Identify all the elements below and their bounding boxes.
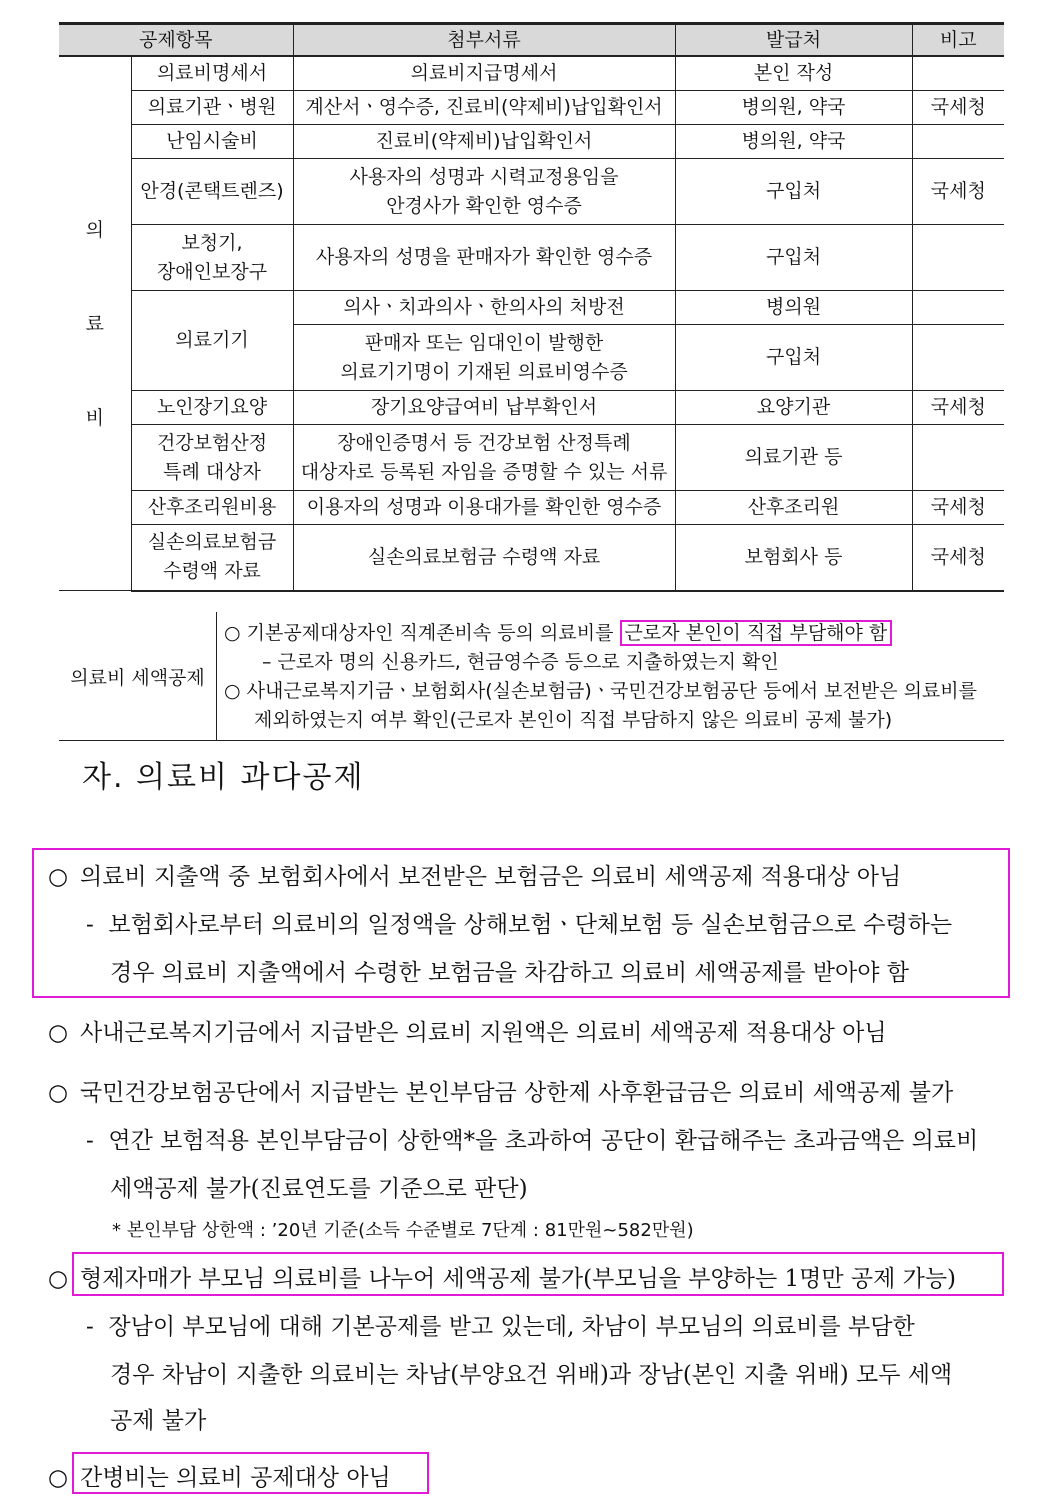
paragraph-text: 간병비는 의료비 공제대상 아님	[80, 1465, 391, 1491]
sub-item-continuation: 공제 불가	[110, 1408, 207, 1434]
paragraph-text: 의료비 지출액 중 보험회사에서 보전받은 보험금은 의료비 세액공제 적용대상 아님	[80, 864, 902, 890]
cell-item: 산후조리원비용	[131, 491, 293, 525]
sub-item	[86, 1122, 978, 1155]
dash-marker: -	[86, 912, 94, 938]
cell-doc	[293, 159, 675, 225]
deduction-documents-table	[59, 22, 1004, 592]
cell-item	[131, 525, 293, 591]
sub-item-text: 연간 보험적용 본인부담금이 상한액*을 초과하여 공단이 환급해주는 초과금액은 의료비	[108, 1128, 979, 1154]
doc-line: 판매자 또는 임대인이 발행한	[364, 331, 604, 354]
bullet-circle: ○	[48, 1266, 69, 1292]
bullet-circle: ○	[48, 1080, 69, 1106]
cell-doc: 의료비지급명세서	[293, 56, 675, 91]
bullet-paragraph	[48, 1014, 887, 1047]
doc-line: 사용자의 성명과 시력교정용임을	[349, 165, 619, 188]
item-line: 수령액 자료	[163, 560, 261, 583]
table-row	[59, 525, 1004, 591]
table-row	[59, 91, 1004, 125]
cell-note: 국세청	[912, 391, 1004, 425]
cell-issuer: 구입처	[675, 225, 912, 291]
item-line: 특례 대상자	[163, 460, 261, 483]
cell-item: 의료기관ㆍ병원	[131, 91, 293, 125]
cell-note: 국세청	[912, 159, 1004, 225]
cell-item	[131, 225, 293, 291]
sub-item-continuation: 경우 의료비 지출액에서 수령한 보험금을 차감하고 의료비 세액공제를 받아야 함	[110, 960, 909, 986]
doc-line: 대상자로 등록된 자임을 증명할 수 있는 서류	[300, 460, 668, 483]
cell-note: 국세청	[912, 525, 1004, 591]
doc-line: 의료기기명이 기재된 의료비영수증	[340, 360, 628, 383]
bullet-circle: ○	[48, 1465, 69, 1491]
cell-issuer: 요양기관	[675, 391, 912, 425]
bullet-paragraph	[48, 858, 901, 891]
item-line: 건강보험산정	[156, 431, 268, 454]
summary-line-text: ○ 기본공제대상자인 직계존비속 등의 의료비를	[224, 622, 620, 644]
paragraph-text: 형제자매가 부모님 의료비를 나누어 세액공제 불가(부모님을 부양하는 1명만 공제 가능)	[80, 1266, 957, 1292]
table-row	[59, 56, 1004, 91]
doc-line: 안경사가 확인한 영수증	[386, 194, 582, 217]
cell-note	[912, 425, 1004, 491]
cell-note: 국세청	[912, 491, 1004, 525]
col-header-note: 비고	[912, 24, 1004, 57]
group-char: 의	[85, 218, 104, 241]
table-row	[59, 391, 1004, 425]
highlight-box: 근로자 본인이 직접 부담해야 함	[620, 620, 893, 646]
dash-marker: -	[86, 1314, 94, 1340]
col-header-doc: 첨부서류	[293, 24, 675, 57]
group-char: 비	[85, 406, 104, 429]
item-line: 실손의료보험금	[147, 531, 277, 554]
medical-tax-credit-summary	[59, 612, 1004, 741]
cell-item: 의료기기	[131, 291, 293, 391]
group-label-medical	[59, 56, 131, 591]
table-row	[59, 225, 1004, 291]
paragraph-text: 국민건강보험공단에서 지급받는 본인부담금 상한제 사후환급금은 의료비 세액공제 불가	[80, 1080, 954, 1106]
cell-issuer: 본인 작성	[675, 56, 912, 91]
table-row	[59, 159, 1004, 225]
bullet-paragraph	[48, 1260, 956, 1293]
doc-line: 장애인증명서 등 건강보험 산정특례	[337, 431, 631, 454]
cell-item: 안경(콘택트렌즈)	[131, 159, 293, 225]
cell-note	[912, 291, 1004, 325]
cell-item: 노인장기요양	[131, 391, 293, 425]
sub-item-continuation: 경우 차남이 지출한 의료비는 차남(부양요건 위배)과 장남(본인 지출 위배) 모두 세액	[110, 1362, 953, 1388]
cell-issuer: 보험회사 등	[675, 525, 912, 591]
cell-doc: 이용자의 성명과 이용대가를 확인한 영수증	[293, 491, 675, 525]
cell-issuer: 병의원, 약국	[675, 125, 912, 159]
summary-line: 제외하였는지 여부 확인(근로자 본인이 직접 부담하지 않은 의료비 공제 불가)	[254, 709, 893, 731]
cell-issuer: 산후조리원	[675, 491, 912, 525]
cell-doc: 실손의료보험금 수령액 자료	[293, 525, 675, 591]
cell-item: 의료비명세서	[131, 56, 293, 91]
cell-note	[912, 125, 1004, 159]
cell-doc: 계산서ㆍ영수증, 진료비(약제비)납입확인서	[293, 91, 675, 125]
item-line: 장애인보장구	[156, 260, 268, 283]
cell-issuer: 병의원, 약국	[675, 91, 912, 125]
summary-line: – 근로자 명의 신용카드, 현금영수증 등으로 지출하였는지 확인	[262, 651, 779, 673]
summary-line: ○ 사내근로복지기금ㆍ보험회사(실손보험금)ㆍ국민건강보험공단 등에서 보전받은 의료비를	[224, 680, 978, 702]
bullet-paragraph	[48, 1459, 391, 1492]
sub-item-text: 보험회사로부터 의료비의 일정액을 상해보험ㆍ단체보험 등 실손보험금으로 수령하는	[108, 912, 953, 938]
cell-doc: 의사ㆍ치과의사ㆍ한의사의 처방전	[293, 291, 675, 325]
cell-item	[131, 425, 293, 491]
table-row	[59, 491, 1004, 525]
table-row	[59, 125, 1004, 159]
summary-label: 의료비 세액공제	[59, 612, 217, 740]
cell-note: 국세청	[912, 91, 1004, 125]
col-header-item: 공제항목	[59, 24, 293, 57]
cell-issuer: 의료기관 등	[675, 425, 912, 491]
summary-line	[224, 619, 1004, 648]
cell-note	[912, 225, 1004, 291]
cell-note	[912, 325, 1004, 391]
cell-note	[912, 56, 1004, 91]
bullet-circle: ○	[48, 1020, 69, 1046]
cell-doc: 사용자의 성명을 판매자가 확인한 영수증	[293, 225, 675, 291]
group-char: 료	[85, 312, 104, 335]
sub-item-text: 장남이 부모님에 대해 기본공제를 받고 있는데, 차남이 부모님의 의료비를 부담한	[108, 1314, 915, 1340]
cell-item: 난임시술비	[131, 125, 293, 159]
col-header-issuer: 발급처	[675, 24, 912, 57]
cell-doc	[293, 425, 675, 491]
table-row	[59, 291, 1004, 325]
cell-doc	[293, 325, 675, 391]
sub-item	[86, 1308, 915, 1341]
table-header-row	[59, 24, 1004, 57]
cell-issuer: 병의원	[675, 291, 912, 325]
item-line: 보청기,	[181, 231, 243, 254]
cell-issuer: 구입처	[675, 325, 912, 391]
dash-marker: -	[86, 1128, 94, 1154]
bullet-paragraph	[48, 1074, 953, 1107]
cell-issuer: 구입처	[675, 159, 912, 225]
cell-doc: 장기요양급여비 납부확인서	[293, 391, 675, 425]
summary-lines	[224, 619, 1004, 735]
cell-doc: 진료비(약제비)납입확인서	[293, 125, 675, 159]
footnote: * 본인부담 상한액 : ’20년 기준(소득 수준별로 7단계 : 81만원~582만원)	[112, 1220, 694, 1241]
sub-item	[86, 906, 952, 939]
paragraph-text: 사내근로복지기금에서 지급받은 의료비 지원액은 의료비 세액공제 적용대상 아님	[80, 1020, 887, 1046]
table-row	[59, 425, 1004, 491]
bullet-circle: ○	[48, 864, 69, 890]
sub-item-continuation: 세액공제 불가(진료연도를 기준으로 판단)	[110, 1176, 528, 1202]
section-heading: 자. 의료비 과다공제	[82, 760, 365, 795]
